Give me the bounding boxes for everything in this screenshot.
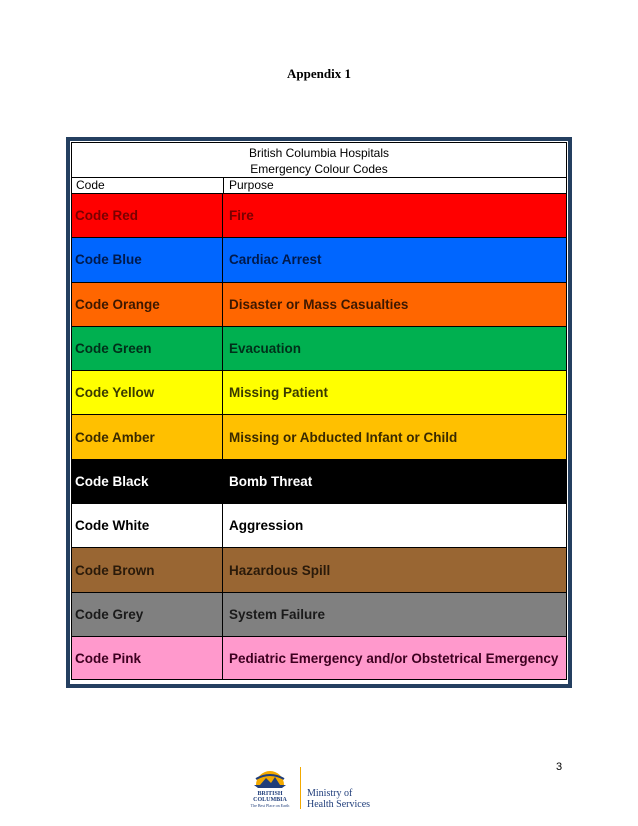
code-cell: Code Yellow — [72, 371, 223, 414]
column-header-code: Code — [76, 178, 105, 192]
table-row — [71, 370, 567, 414]
page-number: 3 — [556, 761, 563, 773]
purpose-cell: Bomb Threat — [229, 473, 313, 489]
code-cell: Code Amber — [72, 415, 223, 458]
code-cell: Code Pink — [72, 637, 223, 679]
code-cell: Code Brown — [72, 548, 223, 591]
purpose-cell: Cardiac Arrest — [229, 252, 322, 268]
column-divider — [223, 177, 224, 193]
purpose-cell: Hazardous Spill — [229, 562, 331, 578]
emergency-codes-table — [71, 142, 567, 680]
table-body — [71, 193, 567, 680]
table-title-line2: Emergency Colour Codes — [250, 162, 388, 176]
table-row — [71, 547, 567, 591]
header-divider — [72, 177, 566, 178]
logo-separator — [300, 767, 301, 809]
purpose-cell: Missing or Abducted Infant or Child — [229, 429, 458, 445]
column-header-purpose: Purpose — [229, 178, 274, 192]
table-row — [71, 503, 567, 547]
purpose-cell: Aggression — [229, 518, 304, 534]
appendix-title: Appendix 1 — [287, 66, 351, 81]
table-title-line1: British Columbia Hospitals — [248, 146, 390, 160]
sun-icon — [254, 771, 286, 788]
logo-line1: BRITISH — [257, 791, 283, 797]
table-row — [71, 237, 567, 281]
table-row — [71, 414, 567, 458]
purpose-cell: Disaster or Mass Casualties — [229, 296, 409, 312]
code-cell: Code Green — [72, 327, 223, 370]
purpose-cell: Pediatric Emergency and/or Obstetrical Emergency — [229, 650, 559, 666]
table-row — [71, 459, 567, 503]
code-cell: Code Black — [72, 460, 223, 503]
code-cell: Code Red — [72, 194, 223, 237]
table-row — [71, 592, 567, 636]
bc-government-logo — [244, 765, 384, 813]
logo-tagline: The Best Place on Earth — [250, 803, 290, 808]
purpose-cell: Missing Patient — [229, 385, 329, 401]
ministry-line1: Ministry of — [307, 788, 353, 799]
table-header — [71, 142, 567, 193]
code-cell: Code White — [72, 504, 223, 547]
purpose-cell: Evacuation — [229, 341, 302, 357]
purpose-cell: Fire — [229, 208, 254, 224]
ministry-line2: Health Services — [307, 799, 371, 810]
code-cell: Code Grey — [72, 593, 223, 636]
code-cell: Code Blue — [72, 238, 223, 281]
code-cell: Code Orange — [72, 283, 223, 326]
table-row — [71, 282, 567, 326]
purpose-cell: System Failure — [229, 606, 326, 622]
logo-line2: COLUMBIA — [253, 797, 287, 803]
table-row — [71, 326, 567, 370]
table-row — [71, 193, 567, 237]
table-row — [71, 636, 567, 680]
